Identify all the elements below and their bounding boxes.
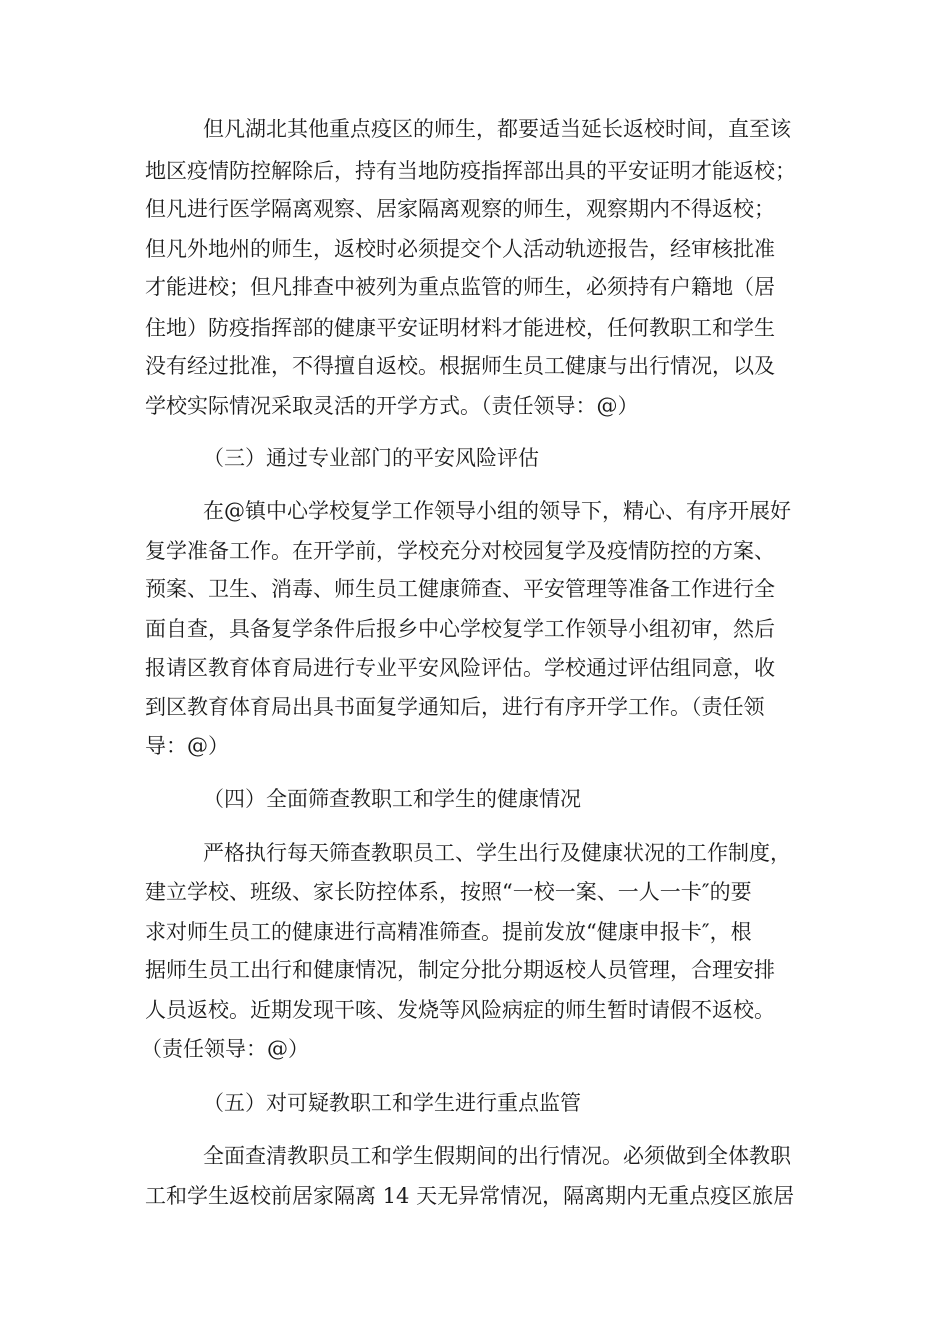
text-line: 全面查清教职员工和学生假期间的出行情况。必须做到全体教职 <box>203 1144 791 1168</box>
text-line: 但凡进行医学隔离观察、居家隔离观察的师生，观察期内不得返校； <box>145 197 775 221</box>
text-line: 人员返校。近期发现干咳、发烧等风险病症的师生暂时请假不返校。 <box>145 998 775 1022</box>
text-line: 工和学生返校前居家隔离 14 天无异常情况，隔离期内无重点疫区旅居 <box>145 1184 795 1208</box>
text-line: 地区疫情防控解除后，持有当地防疫指挥部出具的平安证明才能返校； <box>145 159 796 183</box>
text-line: 建立学校、班级、家长防控体系，按照“一校一案、一人一卡″的要 <box>145 880 752 904</box>
text-line: （责任领导：@） <box>141 1037 309 1061</box>
text-line: 才能进校；但凡排查中被列为重点监管的师生，必须持有户籍地（居 <box>145 275 775 299</box>
text-line: 但凡外地州的师生，返校时必须提交个人活动轨迹报告，经审核批准 <box>145 237 775 261</box>
text-line: 但凡湖北其他重点疫区的师生，都要适当延长返校时间，直至该 <box>203 117 791 141</box>
text-line: 没有经过批准，不得擅自返校。根据师生员工健康与出行情况，以及 <box>145 354 775 378</box>
text-line: 严格执行每天筛查教职员工、学生出行及健康状况的工作制度， <box>203 841 791 865</box>
text-line: 在@镇中心学校复学工作领导小组的领导下，精心、有序开展好 <box>203 499 791 523</box>
text-line: 导：@） <box>145 734 229 758</box>
text-line: 住地）防疫指挥部的健康平安证明材料才能进校，任何教职工和学生 <box>145 316 775 340</box>
section-heading: （三）通过专业部门的平安风险评估 <box>203 446 539 470</box>
text-line: 求对师生员工的健康进行高精准筛查。提前发放“健康申报卡″，根 <box>145 920 752 944</box>
text-line: 预案、卫生、消毒、师生员工健康筛查、平安管理等准备工作进行全 <box>145 577 775 601</box>
text-line: 报请区教育体育局进行专业平安风险评估。学校通过评估组同意，收 <box>145 656 775 680</box>
text-line: 据师生员工出行和健康情况，制定分批分期返校人员管理，合理安排 <box>145 958 775 982</box>
section-heading: （五）对可疑教职工和学生进行重点监管 <box>203 1091 581 1115</box>
text-line: 复学准备工作。在开学前，学校充分对校园复学及疫情防控的方案、 <box>145 539 775 563</box>
text-line: 面自查，具备复学条件后报乡中心学校复学工作领导小组初审，然后 <box>145 617 775 641</box>
text-line: 到区教育体育局出具书面复学通知后，进行有序开学工作。（责任领 <box>145 695 765 719</box>
text-line: 学校实际情况采取灵活的开学方式。（责任领导：@） <box>145 394 639 418</box>
section-heading: （四）全面筛查教职工和学生的健康情况 <box>203 787 581 811</box>
